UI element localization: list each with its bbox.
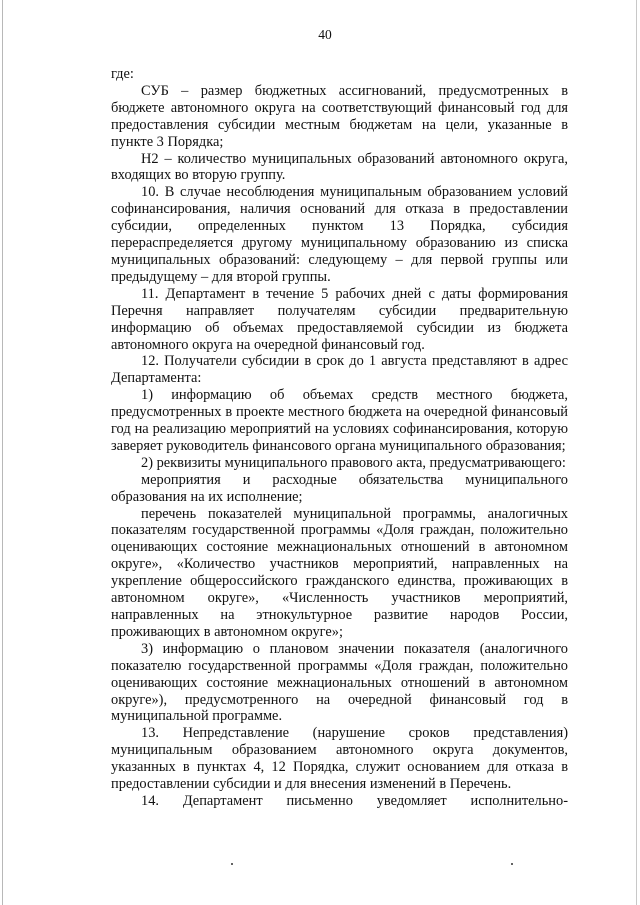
document-body xyxy=(111,66,568,810)
paragraph-item-10: 10. В случае несоблюдения муниципальным образованием условий софинансирования, наличия оснований для отказа в предоставлении субсидии, определенных пунктом 13 Порядка, субсидия перераспределяется другому муниципальному образованию из списка муниципальных образований: следующему – для первой группы или предыдущему – для второй группы. xyxy=(111,184,568,285)
scan-speck xyxy=(231,863,233,865)
paragraph-item-12-3: 3) информацию о плановом значении показателя (аналогичного показателю государственной программы «Доля граждан, положительно оценивающих состояние межнациональных отношений в автономном округе»), предусмотренного на очередной финансовый год в муниципальной программе. xyxy=(111,640,568,725)
paragraph-item-12-2: 2) реквизиты муниципального правового акта, предусматривающего: xyxy=(141,454,566,471)
paragraph-sub-definition: СУБ – размер бюджетных ассигнований, предусмотренных в бюджете автономного округа на соответствующий финансовый год для предоставления субсидии местным бюджетам на цели, указанные в пункте 3 Порядка; xyxy=(111,82,568,150)
page-number: 40 xyxy=(318,27,332,42)
scan-speck xyxy=(511,863,513,865)
paragraph-item-12-2-activities: мероприятия и расходные обязательства муниципального образования на их исполнение; xyxy=(111,471,568,505)
paragraph-item-12-1: 1) информацию об объемах средств местного бюджета, предусмотренных в проекте местного бюджета на очередной финансовый год на реализацию мероприятий на условиях софинансирования, которую заверяет руководитель финансового органа муниципального образования; xyxy=(111,387,568,454)
paragraph-item-13: 13. Непредставление (нарушение сроков представления) муниципальным образованием автономного округа документов, указанных в пунктах 4, 12 Порядка, служит основанием для отказа в предоставлении субсидии и для внесения изменений в Перечень. xyxy=(111,725,568,793)
scan-left-edge xyxy=(2,0,3,905)
paragraph-item-12-2-indicators: перечень показателей муниципальной программы, аналогичных показателям государственной программы «Доля граждан, положительно оценивающих состояние межнациональных отношений в автономном округе», «Количество участников мероприятий, направленных на укрепление общероссийского гражданского единства, проживающих в автономном округе», «Численность участников мероприятий, направленных на этнокультурное развитие народов России, проживающих в автономном округе»; xyxy=(111,505,568,640)
paragraph-item-11: 11. Департамент в течение 5 рабочих дней с даты формирования Перечня направляет получателям субсидии предварительную информацию об объемах предоставляемой субсидии из бюджета автономного округа на очередной финансовый год. xyxy=(111,285,568,353)
paragraph-item-14: 14. Департамент письменно уведомляет исполнительно- xyxy=(141,792,568,809)
scan-right-edge xyxy=(636,0,637,905)
paragraph-item-12: 12. Получатели субсидии в срок до 1 августа представляют в адрес Департамента: xyxy=(111,353,568,387)
paragraph-where: где: xyxy=(111,66,134,82)
paragraph-n2-definition: Н2 – количество муниципальных образований автономного округа, входящих во вторую группу. xyxy=(111,150,568,184)
